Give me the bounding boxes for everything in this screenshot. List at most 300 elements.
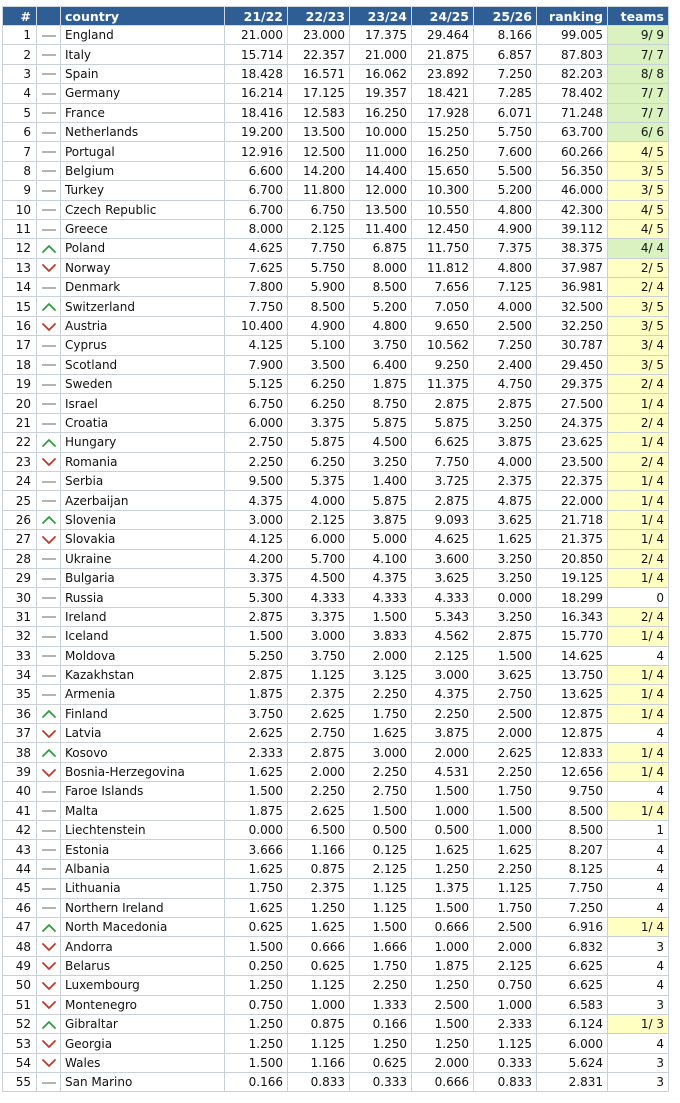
season-points-cell: 0.125 bbox=[350, 840, 412, 859]
season-points-cell: 1.500 bbox=[350, 607, 412, 626]
season-points-cell: 15.714 bbox=[225, 45, 288, 64]
teams-cell: 9/ 9 bbox=[608, 26, 669, 45]
rank-cell: 45 bbox=[3, 879, 37, 898]
table-row bbox=[3, 375, 669, 394]
season-points-cell: 4.000 bbox=[288, 491, 350, 510]
table-row bbox=[3, 627, 669, 646]
season-points-cell: 3.600 bbox=[412, 549, 474, 568]
teams-cell: 4/ 5 bbox=[608, 219, 669, 238]
season-points-cell: 8.000 bbox=[350, 258, 412, 277]
trend-cell bbox=[37, 278, 61, 297]
trend-down-icon bbox=[41, 1039, 57, 1049]
country-cell[interactable]: Norway bbox=[61, 258, 225, 277]
ranking-cell: 71.248 bbox=[537, 103, 608, 122]
trend-cell bbox=[37, 433, 61, 452]
table-row bbox=[3, 1014, 669, 1033]
trend-cell bbox=[37, 1073, 61, 1092]
season-points-cell: 1.750 bbox=[225, 879, 288, 898]
trend-cell bbox=[37, 627, 61, 646]
season-points-cell: 0.500 bbox=[350, 821, 412, 840]
trend-same-icon bbox=[41, 554, 57, 564]
teams-cell: 1/ 4 bbox=[608, 685, 669, 704]
table-row bbox=[3, 510, 669, 529]
country-cell[interactable]: Serbia bbox=[61, 471, 225, 490]
trend-cell bbox=[37, 782, 61, 801]
table-row bbox=[3, 355, 669, 374]
table-row bbox=[3, 956, 669, 975]
season-points-cell: 1.875 bbox=[225, 685, 288, 704]
country-cell[interactable]: Israel bbox=[61, 394, 225, 413]
season-points-cell: 2.375 bbox=[288, 685, 350, 704]
season-points-cell: 0.500 bbox=[412, 821, 474, 840]
country-cell[interactable]: Romania bbox=[61, 452, 225, 471]
trend-same-icon bbox=[41, 787, 57, 797]
table-row bbox=[3, 879, 669, 898]
season-points-cell: 23.000 bbox=[288, 26, 350, 45]
table-row bbox=[3, 122, 669, 141]
rank-cell: 4 bbox=[3, 84, 37, 103]
season-points-cell: 5.700 bbox=[288, 549, 350, 568]
season-points-cell: 9.650 bbox=[412, 316, 474, 335]
table-row bbox=[3, 976, 669, 995]
country-cell[interactable]: Liechtenstein bbox=[61, 821, 225, 840]
trend-same-icon bbox=[41, 186, 57, 196]
season-points-cell: 2.625 bbox=[474, 743, 537, 762]
country-cell[interactable]: Bosnia-Herzegovina bbox=[61, 762, 225, 781]
country-cell[interactable]: Italy bbox=[61, 45, 225, 64]
country-cell[interactable]: Latvia bbox=[61, 724, 225, 743]
table-row bbox=[3, 665, 669, 684]
season-points-cell: 2.375 bbox=[288, 879, 350, 898]
country-cell[interactable]: Hungary bbox=[61, 433, 225, 452]
season-points-cell: 3.875 bbox=[412, 724, 474, 743]
season-points-cell: 1.125 bbox=[350, 898, 412, 917]
teams-cell: 4/ 5 bbox=[608, 142, 669, 161]
season-points-cell: 17.375 bbox=[350, 26, 412, 45]
teams-cell: 1/ 4 bbox=[608, 433, 669, 452]
country-cell[interactable]: Lithuania bbox=[61, 879, 225, 898]
header-season-23-24[interactable]: 23/24 bbox=[350, 7, 412, 26]
season-points-cell: 4.750 bbox=[474, 375, 537, 394]
country-cell[interactable]: Netherlands bbox=[61, 122, 225, 141]
season-points-cell: 13.500 bbox=[288, 122, 350, 141]
country-cell[interactable]: Spain bbox=[61, 64, 225, 83]
rank-cell: 28 bbox=[3, 549, 37, 568]
season-points-cell: 4.875 bbox=[474, 491, 537, 510]
season-points-cell: 4.500 bbox=[288, 568, 350, 587]
trend-cell bbox=[37, 937, 61, 956]
ranking-cell: 8.207 bbox=[537, 840, 608, 859]
season-points-cell: 2.125 bbox=[412, 646, 474, 665]
trend-cell bbox=[37, 956, 61, 975]
trend-cell bbox=[37, 743, 61, 762]
teams-cell: 3/ 4 bbox=[608, 336, 669, 355]
season-points-cell: 1.166 bbox=[288, 1053, 350, 1072]
trend-same-icon bbox=[41, 1078, 57, 1088]
season-points-cell: 3.375 bbox=[225, 568, 288, 587]
country-cell[interactable]: Gibraltar bbox=[61, 1014, 225, 1033]
trend-same-icon bbox=[41, 360, 57, 370]
teams-cell: 1/ 4 bbox=[608, 394, 669, 413]
season-points-cell: 2.500 bbox=[412, 995, 474, 1014]
teams-cell: 1/ 4 bbox=[608, 510, 669, 529]
trend-up-icon bbox=[41, 515, 57, 525]
country-cell[interactable]: Portugal bbox=[61, 142, 225, 161]
season-points-cell: 5.500 bbox=[474, 161, 537, 180]
country-cell[interactable]: Luxembourg bbox=[61, 976, 225, 995]
country-cell[interactable]: Croatia bbox=[61, 413, 225, 432]
season-points-cell: 2.000 bbox=[474, 724, 537, 743]
table-row bbox=[3, 898, 669, 917]
country-cell[interactable]: Scotland bbox=[61, 355, 225, 374]
country-cell[interactable]: Bulgaria bbox=[61, 568, 225, 587]
ranking-cell: 42.300 bbox=[537, 200, 608, 219]
country-cell[interactable]: Andorra bbox=[61, 937, 225, 956]
season-points-cell: 6.500 bbox=[288, 821, 350, 840]
season-points-cell: 6.625 bbox=[412, 433, 474, 452]
country-cell[interactable]: Ireland bbox=[61, 607, 225, 626]
table-row bbox=[3, 491, 669, 510]
season-points-cell: 6.400 bbox=[350, 355, 412, 374]
trend-down-icon bbox=[41, 961, 57, 971]
season-points-cell: 1.125 bbox=[288, 665, 350, 684]
trend-cell bbox=[37, 588, 61, 607]
season-points-cell: 5.100 bbox=[288, 336, 350, 355]
country-cell[interactable]: Kazakhstan bbox=[61, 665, 225, 684]
rank-cell: 49 bbox=[3, 956, 37, 975]
season-points-cell: 1.750 bbox=[474, 898, 537, 917]
season-points-cell: 1.500 bbox=[474, 801, 537, 820]
country-cell[interactable]: Finland bbox=[61, 704, 225, 723]
rank-cell: 25 bbox=[3, 491, 37, 510]
season-points-cell: 1.500 bbox=[474, 646, 537, 665]
rank-cell: 3 bbox=[3, 64, 37, 83]
trend-same-icon bbox=[41, 864, 57, 874]
season-points-cell: 1.625 bbox=[350, 724, 412, 743]
season-points-cell: 3.625 bbox=[412, 568, 474, 587]
trend-down-icon bbox=[41, 1000, 57, 1010]
country-cell[interactable]: Faroe Islands bbox=[61, 782, 225, 801]
country-cell[interactable]: Estonia bbox=[61, 840, 225, 859]
season-points-cell: 0.333 bbox=[474, 1053, 537, 1072]
table-row bbox=[3, 297, 669, 316]
trend-cell bbox=[37, 45, 61, 64]
ranking-cell: 19.125 bbox=[537, 568, 608, 587]
season-points-cell: 1.875 bbox=[225, 801, 288, 820]
ranking-cell: 6.916 bbox=[537, 917, 608, 936]
trend-cell bbox=[37, 336, 61, 355]
trend-cell bbox=[37, 530, 61, 549]
rank-cell: 23 bbox=[3, 452, 37, 471]
season-points-cell: 2.250 bbox=[350, 976, 412, 995]
country-cell[interactable]: Iceland bbox=[61, 627, 225, 646]
season-points-cell: 6.071 bbox=[474, 103, 537, 122]
teams-cell: 1/ 3 bbox=[608, 1014, 669, 1033]
country-cell[interactable]: England bbox=[61, 26, 225, 45]
season-points-cell: 1.333 bbox=[350, 995, 412, 1014]
country-cell[interactable]: Wales bbox=[61, 1053, 225, 1072]
table-row bbox=[3, 568, 669, 587]
header-season-21-22[interactable]: 21/22 bbox=[225, 7, 288, 26]
season-points-cell: 4.000 bbox=[474, 452, 537, 471]
season-points-cell: 2.400 bbox=[474, 355, 537, 374]
trend-cell bbox=[37, 1053, 61, 1072]
season-points-cell: 21.000 bbox=[350, 45, 412, 64]
table-row bbox=[3, 704, 669, 723]
header-teams[interactable]: teams bbox=[608, 7, 669, 26]
trend-same-icon bbox=[41, 89, 57, 99]
country-cell[interactable]: Austria bbox=[61, 316, 225, 335]
season-points-cell: 1.500 bbox=[225, 1053, 288, 1072]
ranking-table-container bbox=[2, 6, 669, 1092]
ranking-cell: 6.832 bbox=[537, 937, 608, 956]
season-points-cell: 1.250 bbox=[225, 1014, 288, 1033]
table-row bbox=[3, 239, 669, 258]
trend-cell bbox=[37, 549, 61, 568]
season-points-cell: 12.583 bbox=[288, 103, 350, 122]
country-cell[interactable]: Germany bbox=[61, 84, 225, 103]
country-cell[interactable]: Russia bbox=[61, 588, 225, 607]
trend-same-icon bbox=[41, 884, 57, 894]
teams-cell: 3/ 5 bbox=[608, 355, 669, 374]
ranking-cell: 13.625 bbox=[537, 685, 608, 704]
season-points-cell: 2.125 bbox=[474, 956, 537, 975]
country-cell[interactable]: Greece bbox=[61, 219, 225, 238]
season-points-cell: 6.857 bbox=[474, 45, 537, 64]
rank-cell: 30 bbox=[3, 588, 37, 607]
season-points-cell: 1.125 bbox=[288, 1034, 350, 1053]
ranking-cell: 32.250 bbox=[537, 316, 608, 335]
ranking-cell: 78.402 bbox=[537, 84, 608, 103]
trend-cell bbox=[37, 355, 61, 374]
trend-same-icon bbox=[41, 690, 57, 700]
teams-cell: 3 bbox=[608, 1073, 669, 1092]
rank-cell: 50 bbox=[3, 976, 37, 995]
trend-cell bbox=[37, 103, 61, 122]
country-cell[interactable]: Azerbaijan bbox=[61, 491, 225, 510]
country-cell[interactable]: Slovenia bbox=[61, 510, 225, 529]
season-points-cell: 2.625 bbox=[225, 724, 288, 743]
season-points-cell: 7.625 bbox=[225, 258, 288, 277]
teams-cell: 1/ 4 bbox=[608, 704, 669, 723]
trend-down-icon bbox=[41, 457, 57, 467]
trend-same-icon bbox=[41, 128, 57, 138]
trend-same-icon bbox=[41, 845, 57, 855]
country-cell[interactable]: Armenia bbox=[61, 685, 225, 704]
rank-cell: 8 bbox=[3, 161, 37, 180]
header-ranking[interactable]: ranking bbox=[537, 7, 608, 26]
season-points-cell: 4.625 bbox=[412, 530, 474, 549]
season-points-cell: 2.000 bbox=[288, 762, 350, 781]
header-trend bbox=[37, 7, 61, 26]
rank-cell: 32 bbox=[3, 627, 37, 646]
trend-down-icon bbox=[41, 1058, 57, 1068]
season-points-cell: 3.000 bbox=[412, 665, 474, 684]
season-points-cell: 10.000 bbox=[350, 122, 412, 141]
table-row bbox=[3, 724, 669, 743]
country-cell[interactable]: Albania bbox=[61, 859, 225, 878]
ranking-cell: 6.000 bbox=[537, 1034, 608, 1053]
season-points-cell: 3.500 bbox=[288, 355, 350, 374]
ranking-cell: 8.500 bbox=[537, 821, 608, 840]
season-points-cell: 2.000 bbox=[412, 1053, 474, 1072]
trend-same-icon bbox=[41, 826, 57, 836]
season-points-cell: 12.000 bbox=[350, 181, 412, 200]
season-points-cell: 7.375 bbox=[474, 239, 537, 258]
rank-cell: 54 bbox=[3, 1053, 37, 1072]
season-points-cell: 1.166 bbox=[288, 840, 350, 859]
rank-cell: 9 bbox=[3, 181, 37, 200]
season-points-cell: 4.100 bbox=[350, 549, 412, 568]
season-points-cell: 2.000 bbox=[350, 646, 412, 665]
country-cell[interactable]: Poland bbox=[61, 239, 225, 258]
header-season-22-23[interactable]: 22/23 bbox=[288, 7, 350, 26]
season-points-cell: 13.500 bbox=[350, 200, 412, 219]
trend-same-icon bbox=[41, 593, 57, 603]
trend-cell bbox=[37, 568, 61, 587]
season-points-cell: 0.000 bbox=[474, 588, 537, 607]
country-cell[interactable]: France bbox=[61, 103, 225, 122]
season-points-cell: 8.500 bbox=[288, 297, 350, 316]
teams-cell: 4 bbox=[608, 956, 669, 975]
season-points-cell: 4.125 bbox=[225, 530, 288, 549]
season-points-cell: 3.750 bbox=[225, 704, 288, 723]
season-points-cell: 0.250 bbox=[225, 956, 288, 975]
table-row bbox=[3, 64, 669, 83]
table-row bbox=[3, 840, 669, 859]
table-row bbox=[3, 646, 669, 665]
ranking-cell: 32.500 bbox=[537, 297, 608, 316]
country-cell[interactable]: Montenegro bbox=[61, 995, 225, 1014]
header-country[interactable]: country bbox=[61, 7, 225, 26]
country-cell[interactable]: Czech Republic bbox=[61, 200, 225, 219]
trend-cell bbox=[37, 452, 61, 471]
season-points-cell: 2.875 bbox=[412, 491, 474, 510]
season-points-cell: 0.625 bbox=[350, 1053, 412, 1072]
season-points-cell: 0.625 bbox=[288, 956, 350, 975]
trend-down-icon bbox=[41, 535, 57, 545]
ranking-cell: 6.583 bbox=[537, 995, 608, 1014]
country-cell[interactable]: Sweden bbox=[61, 375, 225, 394]
country-cell[interactable]: North Macedonia bbox=[61, 917, 225, 936]
country-cell[interactable]: Slovakia bbox=[61, 530, 225, 549]
season-points-cell: 1.000 bbox=[412, 937, 474, 956]
country-cell[interactable]: Northern Ireland bbox=[61, 898, 225, 917]
teams-cell: 1/ 4 bbox=[608, 568, 669, 587]
country-cell[interactable]: Switzerland bbox=[61, 297, 225, 316]
season-points-cell: 5.750 bbox=[288, 258, 350, 277]
ranking-cell: 14.625 bbox=[537, 646, 608, 665]
country-cell[interactable]: Malta bbox=[61, 801, 225, 820]
season-points-cell: 1.375 bbox=[412, 879, 474, 898]
season-points-cell: 3.250 bbox=[474, 607, 537, 626]
season-points-cell: 3.250 bbox=[350, 452, 412, 471]
season-points-cell: 1.750 bbox=[350, 704, 412, 723]
teams-cell: 1/ 4 bbox=[608, 743, 669, 762]
trend-down-icon bbox=[41, 322, 57, 332]
country-cell[interactable]: Georgia bbox=[61, 1034, 225, 1053]
trend-cell bbox=[37, 762, 61, 781]
country-cell[interactable]: Ukraine bbox=[61, 549, 225, 568]
season-points-cell: 5.000 bbox=[350, 530, 412, 549]
table-row bbox=[3, 200, 669, 219]
season-points-cell: 3.375 bbox=[288, 413, 350, 432]
country-cell[interactable]: San Marino bbox=[61, 1073, 225, 1092]
teams-cell: 2/ 4 bbox=[608, 607, 669, 626]
rank-cell: 15 bbox=[3, 297, 37, 316]
country-cell[interactable]: Belgium bbox=[61, 161, 225, 180]
country-cell[interactable]: Cyprus bbox=[61, 336, 225, 355]
country-cell[interactable]: Moldova bbox=[61, 646, 225, 665]
season-points-cell: 1.250 bbox=[225, 1034, 288, 1053]
header-season-24-25[interactable]: 24/25 bbox=[412, 7, 474, 26]
trend-same-icon bbox=[41, 147, 57, 157]
header-rank[interactable]: # bbox=[3, 7, 37, 26]
season-points-cell: 22.357 bbox=[288, 45, 350, 64]
country-cell[interactable]: Denmark bbox=[61, 278, 225, 297]
rank-cell: 40 bbox=[3, 782, 37, 801]
trend-same-icon bbox=[41, 612, 57, 622]
ranking-cell: 87.803 bbox=[537, 45, 608, 64]
season-points-cell: 7.800 bbox=[225, 278, 288, 297]
season-points-cell: 6.250 bbox=[288, 375, 350, 394]
rank-cell: 17 bbox=[3, 336, 37, 355]
season-points-cell: 2.250 bbox=[288, 782, 350, 801]
trend-cell bbox=[37, 801, 61, 820]
ranking-cell: 7.750 bbox=[537, 879, 608, 898]
season-points-cell: 2.875 bbox=[474, 394, 537, 413]
rank-cell: 27 bbox=[3, 530, 37, 549]
season-points-cell: 16.214 bbox=[225, 84, 288, 103]
rank-cell: 20 bbox=[3, 394, 37, 413]
trend-up-icon bbox=[41, 244, 57, 254]
teams-cell: 1/ 4 bbox=[608, 762, 669, 781]
rank-cell: 29 bbox=[3, 568, 37, 587]
season-points-cell: 7.250 bbox=[474, 64, 537, 83]
trend-same-icon bbox=[41, 50, 57, 60]
season-points-cell: 3.625 bbox=[474, 665, 537, 684]
trend-cell bbox=[37, 995, 61, 1014]
country-cell[interactable]: Belarus bbox=[61, 956, 225, 975]
season-points-cell: 2.875 bbox=[225, 607, 288, 626]
season-points-cell: 3.250 bbox=[474, 549, 537, 568]
trend-up-icon bbox=[41, 438, 57, 448]
rank-cell: 46 bbox=[3, 898, 37, 917]
country-cell[interactable]: Kosovo bbox=[61, 743, 225, 762]
teams-cell: 4 bbox=[608, 898, 669, 917]
ranking-cell: 12.833 bbox=[537, 743, 608, 762]
table-row bbox=[3, 588, 669, 607]
trend-down-icon bbox=[41, 942, 57, 952]
teams-cell: 2/ 4 bbox=[608, 549, 669, 568]
season-points-cell: 5.343 bbox=[412, 607, 474, 626]
season-points-cell: 4.500 bbox=[350, 433, 412, 452]
trend-cell bbox=[37, 413, 61, 432]
season-points-cell: 19.357 bbox=[350, 84, 412, 103]
season-points-cell: 21.000 bbox=[225, 26, 288, 45]
season-points-cell: 8.000 bbox=[225, 219, 288, 238]
trend-cell bbox=[37, 704, 61, 723]
trend-down-icon bbox=[41, 768, 57, 778]
ranking-cell: 22.000 bbox=[537, 491, 608, 510]
table-header-row bbox=[3, 7, 669, 26]
rank-cell: 11 bbox=[3, 219, 37, 238]
season-points-cell: 1.500 bbox=[225, 782, 288, 801]
header-season-25-26[interactable]: 25/26 bbox=[474, 7, 537, 26]
season-points-cell: 18.421 bbox=[412, 84, 474, 103]
season-points-cell: 4.333 bbox=[350, 588, 412, 607]
country-cell[interactable]: Turkey bbox=[61, 181, 225, 200]
